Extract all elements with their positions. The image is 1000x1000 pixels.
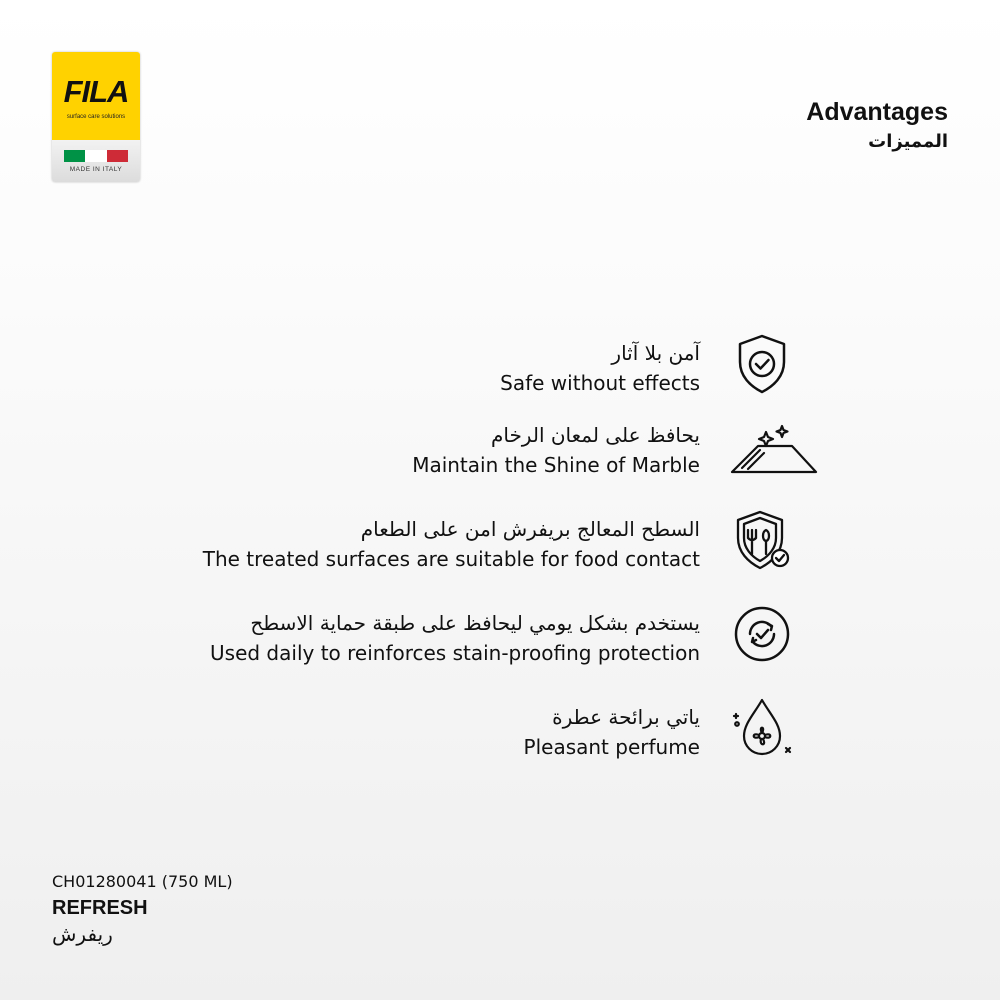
advantage-english: Pleasant perfume	[523, 735, 700, 759]
advantage-text	[500, 338, 700, 398]
advantage-arabic: آمن بلا آثار	[611, 341, 700, 365]
italy-flag-icon	[64, 150, 128, 162]
advantage-item	[100, 514, 820, 594]
advantage-item	[100, 702, 820, 782]
shield-check-icon	[730, 332, 794, 396]
heading-arabic: المميزات	[868, 131, 948, 152]
food-safe-shield-icon	[730, 508, 794, 572]
advantage-item	[100, 420, 820, 500]
advantage-text	[210, 608, 700, 668]
advantage-text	[412, 420, 700, 480]
logo-origin-text: MADE IN ITALY	[69, 166, 123, 173]
product-code: CH01280041 (750 ML)	[52, 872, 233, 891]
advantage-text	[524, 702, 700, 762]
advantage-arabic: ياتي برائحة عطرة	[552, 705, 700, 729]
heading-english: Advantages	[806, 98, 948, 126]
logo-tagline: surface care solutions	[66, 114, 126, 120]
product-name-english: REFRESH	[52, 897, 148, 919]
product-name-arabic: ريفرش	[52, 922, 113, 946]
advantage-text	[203, 514, 700, 574]
advantage-english: Safe without effects	[500, 371, 700, 395]
product-info	[52, 872, 233, 946]
advantage-english: The treated surfaces are suitable for food contact	[202, 547, 700, 571]
logo-origin-panel	[52, 140, 140, 182]
logo-yellow-panel	[52, 52, 140, 140]
advantage-arabic: يحافظ على لمعان الرخام	[490, 423, 700, 447]
brand-logo	[52, 52, 140, 182]
advantage-english: Maintain the Shine of Marble	[412, 453, 700, 477]
section-heading	[806, 98, 948, 152]
advantage-arabic: يستخدم بشكل يومي ليحافظ على طبقة حماية الاسطح	[250, 611, 700, 635]
advantage-english: Used daily to reinforces stain-proofing protection	[210, 641, 700, 665]
daily-protection-icon	[730, 602, 794, 666]
advantage-item	[100, 338, 820, 418]
advantage-item	[100, 608, 820, 688]
advantage-arabic: السطح المعالج بريفرش امن على الطعام	[360, 517, 700, 541]
sparkle-surface-icon	[730, 420, 820, 484]
logo-wordmark: FILA	[63, 74, 129, 109]
perfume-drop-icon	[730, 696, 794, 760]
